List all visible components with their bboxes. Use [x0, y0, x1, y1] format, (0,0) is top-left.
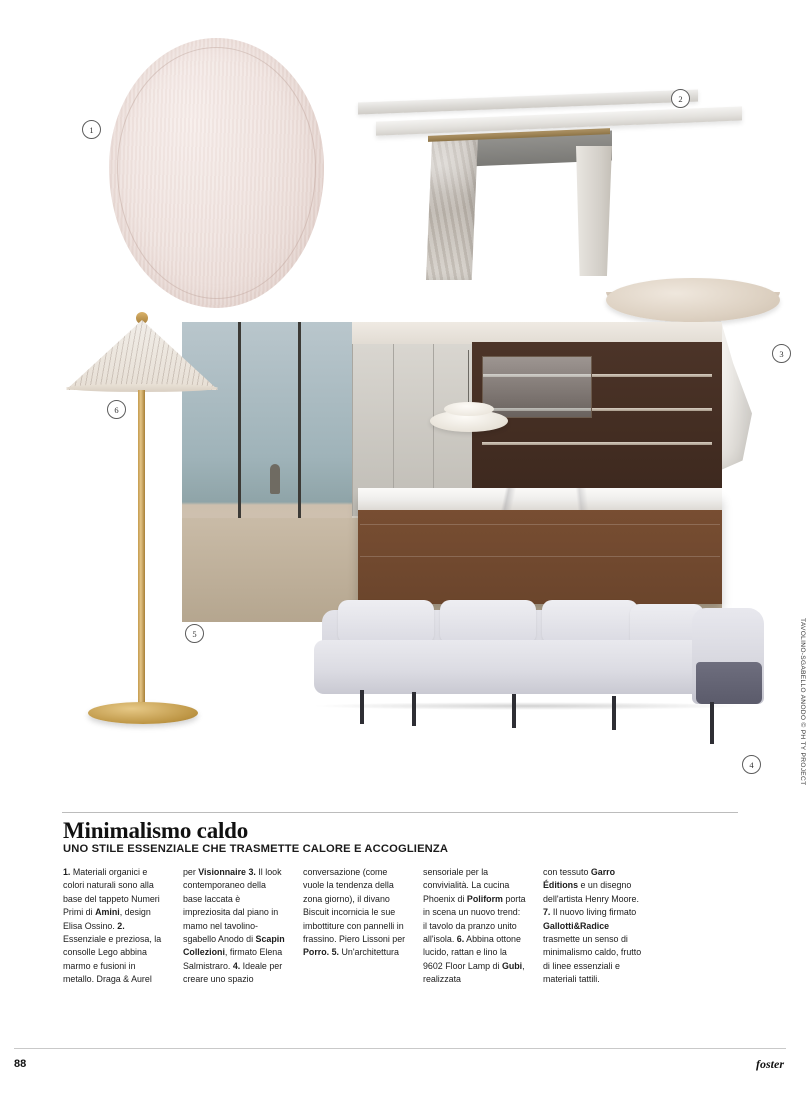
body-text: per Visionnaire 3. Il look contemporaneo della base laccata è impreziosita dal piano in mamo nel tavolino-sgabello Anodo di Scapin Collezioni, firmato Elena Salmistraro. 4. Ideale per creare uno spazio — [183, 867, 285, 985]
body-text-columns — [63, 866, 711, 1041]
kitchen-marble-veining — [358, 488, 722, 510]
body-text: 1. Materiali organici e colori naturali sono alla base del tappeto Numeri Primi di Amini, design Elisa Ossino. 2. Essenziale e preziosa, la consolle Lego abbina marmo e fusioni in metallo. Draga & Aurel — [63, 867, 162, 985]
sofa-leg — [612, 696, 616, 730]
lamp-stem — [138, 390, 145, 708]
product-image-kitchen — [182, 322, 722, 622]
body-column-4 — [423, 866, 526, 1041]
header-divider — [62, 812, 738, 813]
page-subtitle: UNO STILE ESSENZIALE CHE TRASMETTE CALORE E ACCOGLIENZA — [63, 843, 449, 855]
body-text: con tessuto Garro Éditions e un disegno dell'artista Henry Moore. 7. Il nuovo living firmato Gallotti&Radice trasmette un senso di minimalismo caldo, frutto di linee essenziali e materiali tattili. — [543, 867, 642, 985]
body-text: conversazione (come vuole la tendenza della zona giorno), il divano Biscuit incornicia le sue imbottiture con pannelli in frassino. Piero Lissoni per Porro. 5. Un'architettura — [303, 867, 406, 958]
product-image-floor-lamp — [58, 320, 228, 720]
console-leg-right — [576, 146, 612, 276]
sofa-leg — [710, 702, 714, 744]
photo-credit: TAVOLINO-SGABELLO ANODO © PH TY PROJECT — [799, 618, 806, 786]
callout-badge-1: 1 — [82, 120, 101, 139]
body-text: sensoriale per la convivialità. La cucina Phoenix di Poliform porta in scena un nuovo trend: il tavolo da pranzo unito all'isola. 6. Abbina ottone lucido, rattan e lino la 9602 Floor Lamp di Gubi, realizzata — [423, 867, 526, 985]
body-column-3 — [303, 866, 406, 1041]
sofa-leg — [412, 692, 416, 726]
page-title: Minimalismo caldo — [63, 818, 249, 843]
kitchen-glass-cabinet — [482, 356, 592, 418]
kitchen-island-drawer-line — [360, 524, 720, 525]
kitchen-shelf — [482, 442, 712, 445]
side-table-top — [606, 278, 780, 322]
kitchen-mullion — [298, 322, 301, 522]
sofa-leg — [360, 690, 364, 724]
callout-badge-4: 4 — [742, 755, 761, 774]
kitchen-island-drawer-line — [360, 556, 720, 557]
lamp-base — [88, 702, 198, 724]
sofa-back-cushion — [542, 600, 638, 644]
sofa-back-cushion — [338, 600, 434, 644]
product-image-sofa — [300, 584, 770, 784]
body-column-5 — [543, 866, 646, 1041]
sofa-shadow — [310, 702, 750, 710]
footer-divider — [14, 1048, 786, 1049]
sofa-arm-panel — [696, 662, 762, 704]
callout-badge-5: 5 — [185, 624, 204, 643]
rug-texture — [109, 38, 324, 308]
sofa-back-cushion — [440, 600, 536, 644]
product-image-rug — [109, 38, 324, 308]
console-leg-texture — [426, 136, 478, 280]
kitchen-mullion — [238, 322, 241, 522]
callout-badge-6: 6 — [107, 400, 126, 419]
sofa-leg — [512, 694, 516, 728]
product-image-console — [348, 88, 714, 288]
kitchen-pendant-lamp-upper — [444, 402, 494, 416]
kitchen-figure — [270, 464, 280, 494]
kitchen-pendant-cord — [468, 350, 469, 404]
lamp-shade-pattern — [66, 320, 218, 390]
body-column-1 — [63, 866, 166, 1041]
callout-badge-3: 3 — [772, 344, 791, 363]
console-leg-left — [426, 136, 478, 280]
magazine-logo: foster — [756, 1057, 784, 1071]
callout-badge-2: 2 — [671, 89, 690, 108]
kitchen-island-marble-top — [358, 488, 722, 510]
body-column-2 — [183, 866, 286, 1041]
sofa-seat — [314, 640, 714, 694]
page-number: 88 — [14, 1058, 27, 1070]
